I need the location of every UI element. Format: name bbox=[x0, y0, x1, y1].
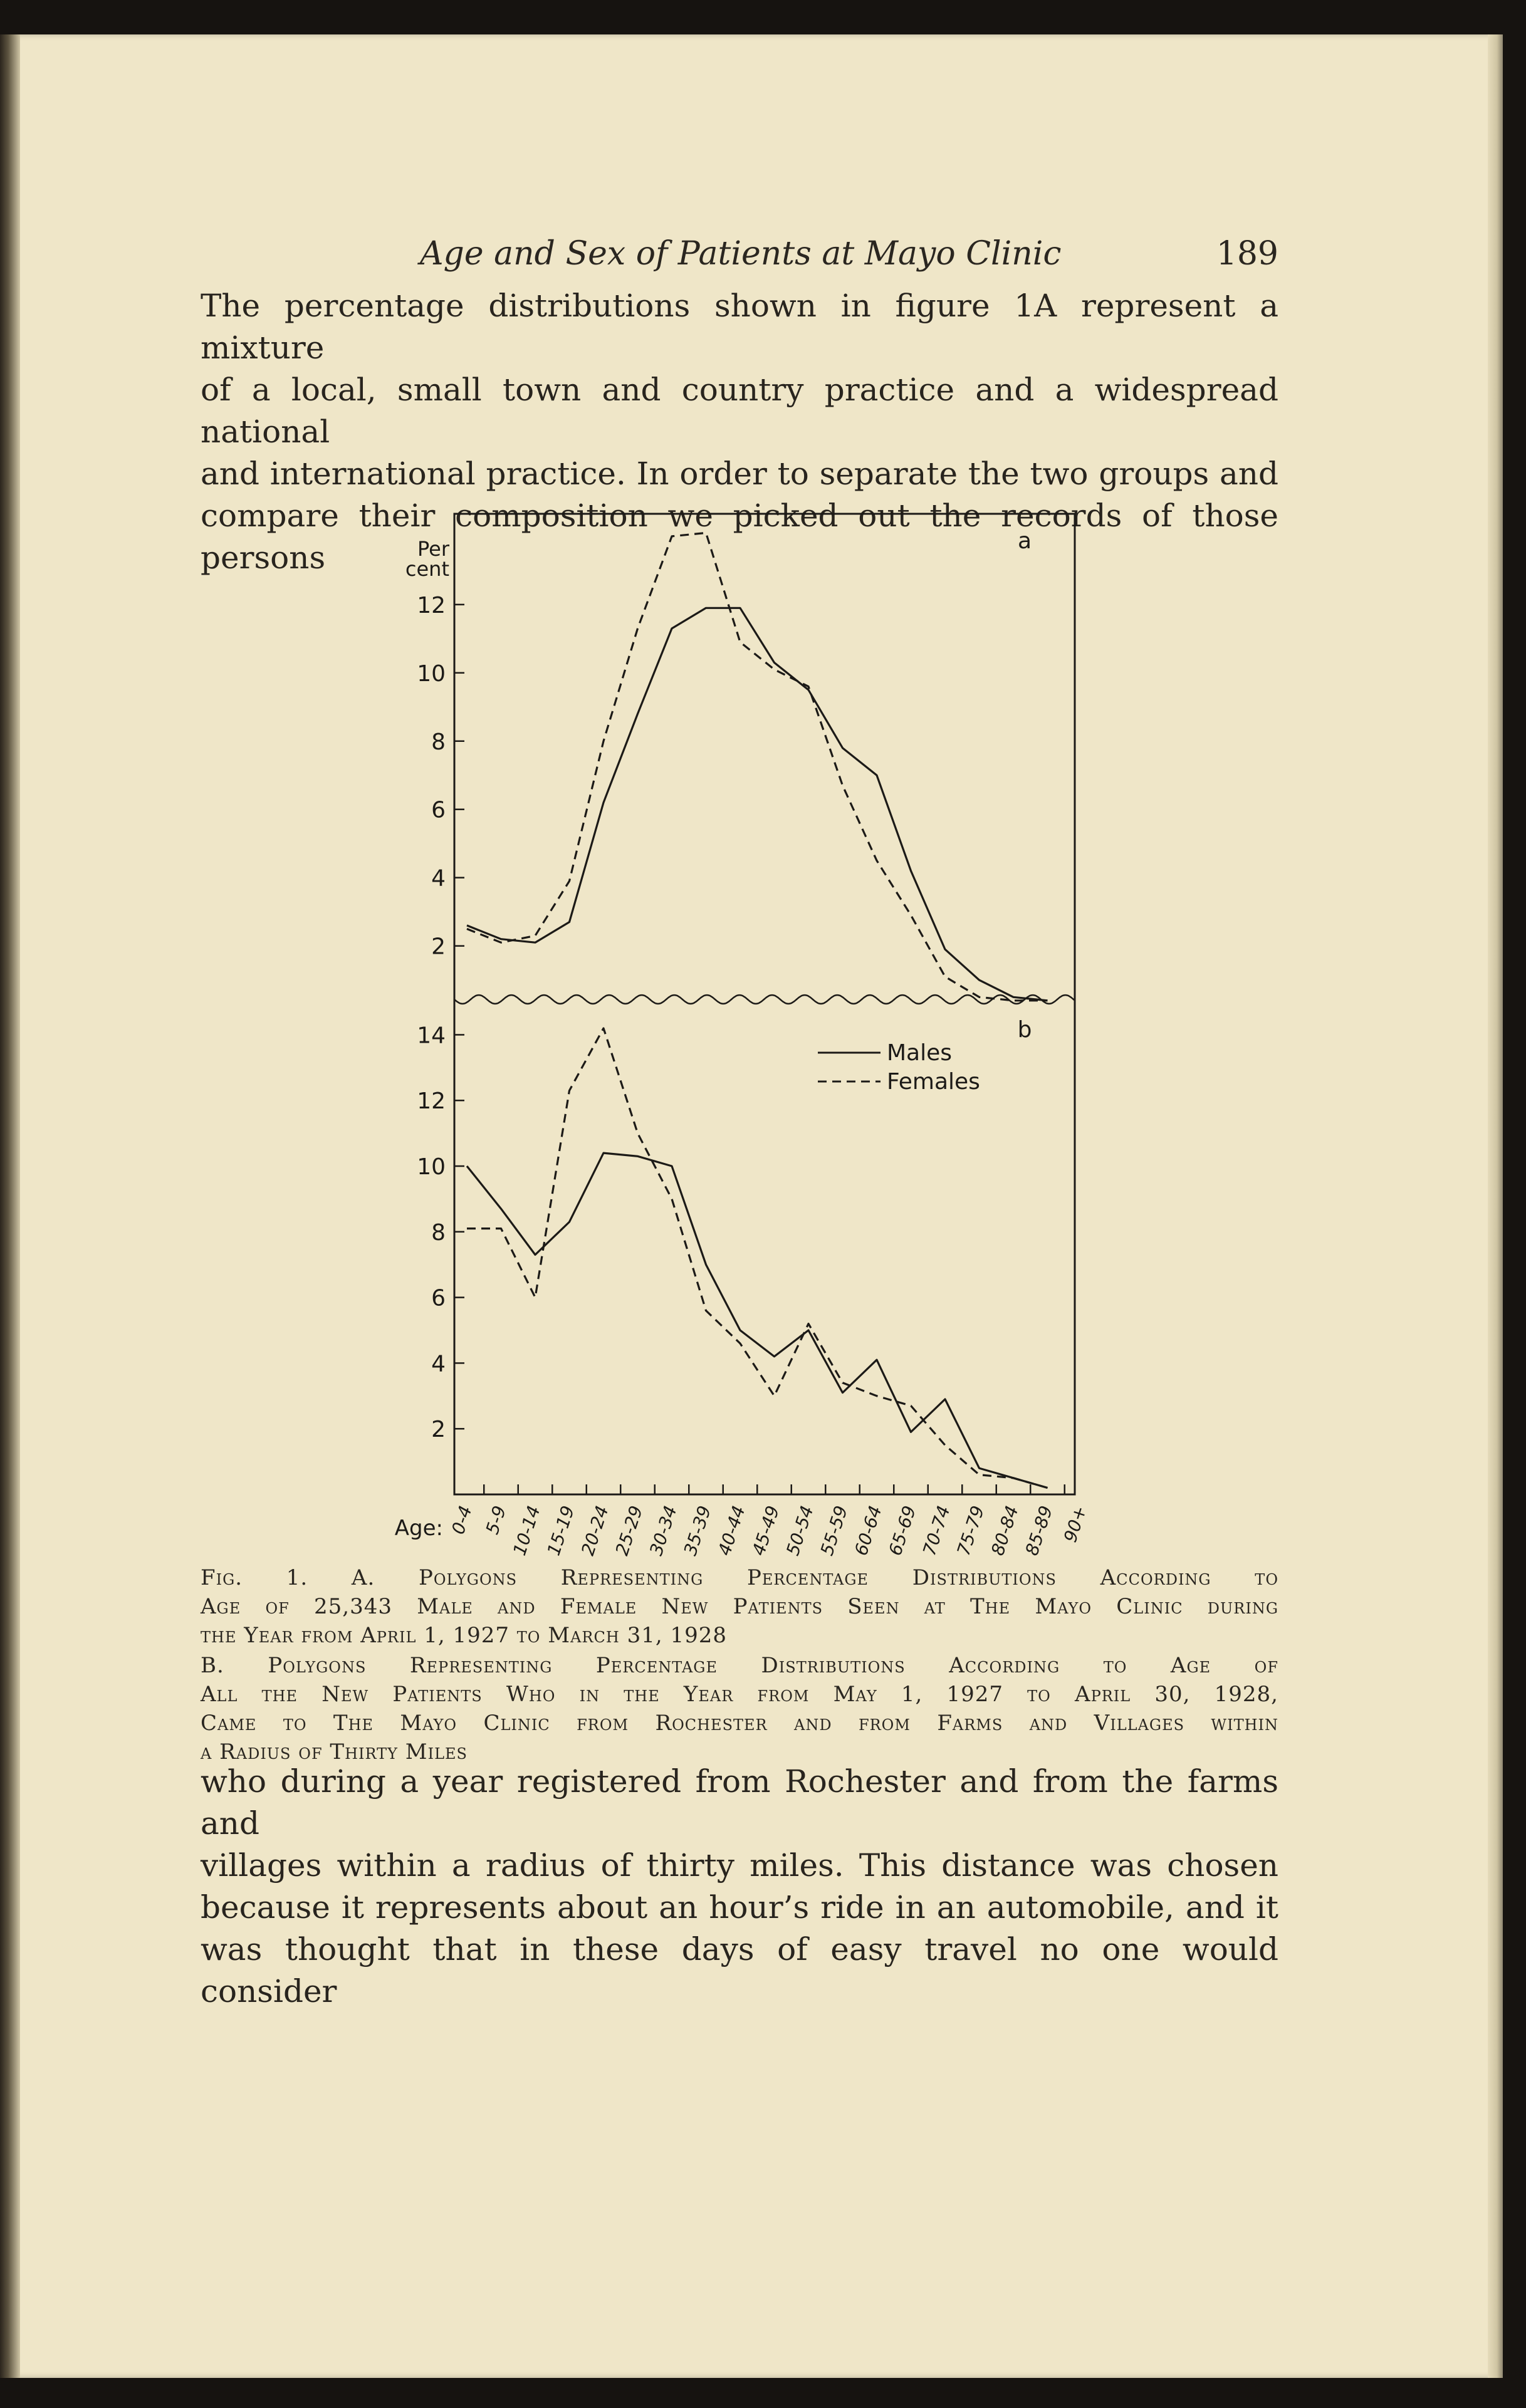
y-tick-label: 8 bbox=[431, 1219, 446, 1246]
x-tick-label: 0-4 bbox=[447, 1503, 476, 1537]
panel-label: b bbox=[1017, 1017, 1032, 1043]
paragraph-2 bbox=[201, 1761, 1278, 2013]
caption-line: a Radius of Thirty Miles bbox=[201, 1739, 468, 1764]
caption-line: All the New Patients Who in the Year from May 1, 1927 to April 30, 1928, bbox=[201, 1682, 1278, 1707]
y-tick-label: 4 bbox=[431, 1351, 446, 1377]
y-axis-label: Per cent bbox=[405, 537, 449, 581]
legend-label: Males bbox=[887, 1040, 953, 1066]
x-tick-label: 40-44 bbox=[714, 1503, 750, 1558]
x-tick-label: 45-49 bbox=[748, 1503, 784, 1558]
figure-caption-b bbox=[201, 1651, 1278, 1766]
text-line: The percentage distributions shown in figure 1A represent a mixture bbox=[201, 288, 1278, 366]
running-head-title: Age and Sex of Patients at Mayo Clinic bbox=[420, 235, 1062, 273]
x-tick-label: 25-29 bbox=[611, 1503, 647, 1558]
y-tick-label: 2 bbox=[431, 934, 446, 960]
x-tick-label: 60-64 bbox=[850, 1503, 886, 1558]
x-tick-label: 30-34 bbox=[645, 1503, 681, 1558]
axis-break-wave bbox=[454, 995, 1075, 1004]
book-spine-shadow bbox=[0, 34, 20, 2378]
legend-label: Females bbox=[887, 1069, 980, 1095]
y-tick-label: 4 bbox=[431, 865, 446, 892]
y-tick-label: 6 bbox=[431, 1285, 446, 1311]
x-tick-label: 50-54 bbox=[782, 1503, 818, 1558]
x-tick-label: 70-74 bbox=[919, 1503, 954, 1558]
text-line: compare their composition we picked out the records of those persons bbox=[201, 498, 1278, 576]
y-tick-label: 14 bbox=[417, 1023, 446, 1049]
x-tick-label: 90+ bbox=[1060, 1503, 1091, 1545]
page-edge bbox=[1488, 34, 1503, 2378]
x-tick-label: 5-9 bbox=[481, 1503, 511, 1537]
figure-1 bbox=[389, 511, 1097, 1563]
caption-line: Age of 25,343 Male and Female New Patients Seen at The Mayo Clinic during bbox=[201, 1594, 1278, 1619]
panel-label: a bbox=[1017, 528, 1032, 554]
figure-caption-a bbox=[201, 1563, 1278, 1650]
x-axis-label: Age: bbox=[394, 1516, 443, 1541]
y-tick-label: 12 bbox=[417, 592, 446, 618]
caption-line: Fig. 1. A. Polygons Representing Percentage Distributions According to bbox=[201, 1565, 1278, 1590]
x-tick-label: 10-14 bbox=[509, 1503, 545, 1558]
y-tick-label: 10 bbox=[417, 660, 446, 687]
text-line: villages within a radius of thirty miles. This distance was chosen bbox=[201, 1847, 1278, 1884]
x-tick-label: 65-69 bbox=[884, 1503, 921, 1558]
series-line-males bbox=[467, 608, 1048, 1001]
series-line-females bbox=[467, 1028, 1048, 1488]
series-line-males bbox=[467, 1153, 1048, 1488]
y-tick-label: 2 bbox=[431, 1417, 446, 1443]
caption-line: the Year from April 1, 1927 to March 31, 1928 bbox=[201, 1623, 728, 1648]
text-line: and international practice. In order to separate the two groups and bbox=[201, 456, 1278, 492]
running-head bbox=[201, 210, 1278, 279]
x-tick-label: 80-84 bbox=[987, 1503, 1023, 1558]
y-tick-label: 12 bbox=[417, 1088, 446, 1115]
text-line: of a local, small town and country practice and a widespread national bbox=[201, 372, 1278, 450]
x-tick-label: 35-39 bbox=[679, 1503, 716, 1558]
x-tick-label: 15-19 bbox=[543, 1503, 579, 1558]
caption-line: B. Polygons Representing Percentage Distributions According to Age of bbox=[201, 1653, 1278, 1678]
figure-1-chart bbox=[389, 511, 1097, 1563]
page-number: 189 bbox=[1216, 235, 1278, 273]
y-tick-label: 8 bbox=[431, 729, 446, 755]
y-tick-label: 6 bbox=[431, 797, 446, 823]
x-tick-label: 85-89 bbox=[1021, 1503, 1057, 1558]
caption-line: Came to The Mayo Clinic from Rochester and from Farms and Villages within bbox=[201, 1711, 1278, 1736]
x-tick-label: 75-79 bbox=[953, 1503, 989, 1558]
book-page bbox=[0, 34, 1503, 2378]
y-tick-label: 10 bbox=[417, 1154, 446, 1181]
x-tick-label: 20-24 bbox=[577, 1503, 613, 1558]
text-line: who during a year registered from Rochester and from the farms and bbox=[201, 1763, 1278, 1842]
text-line: because it represents about an hour’s ride in an automobile, and it bbox=[201, 1889, 1278, 1926]
text-line: was thought that in these days of easy travel no one would consider bbox=[201, 1931, 1278, 2009]
x-tick-label: 55-59 bbox=[816, 1503, 852, 1558]
